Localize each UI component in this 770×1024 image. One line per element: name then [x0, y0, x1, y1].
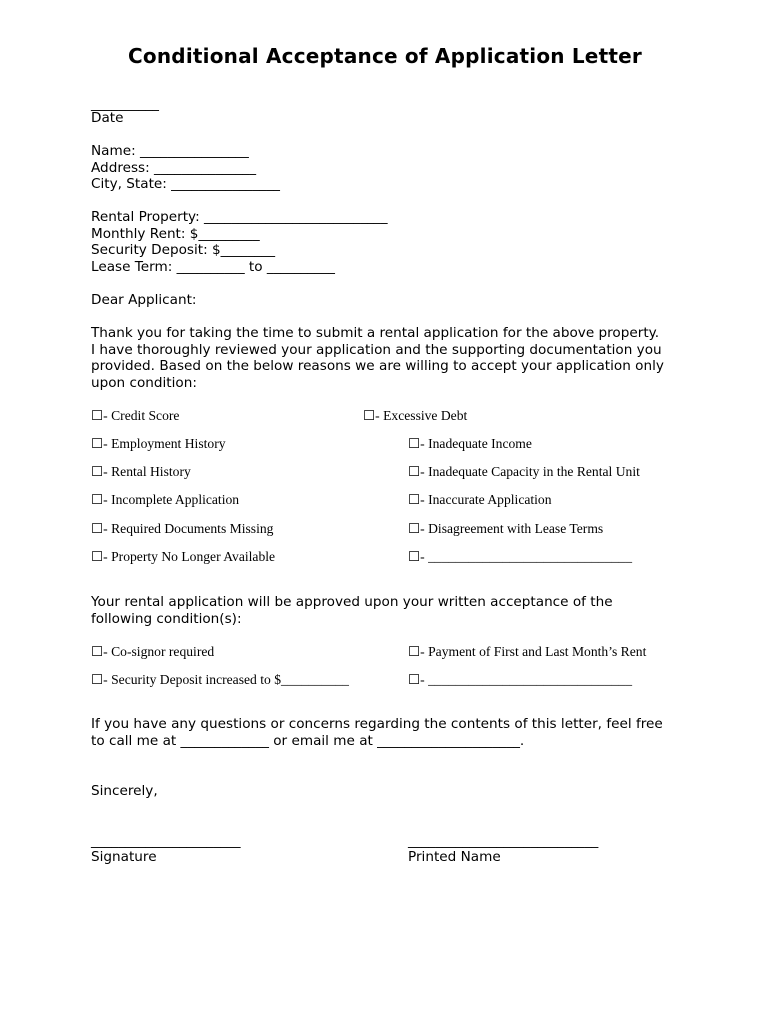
reason-checkbox-employment-history[interactable]: ☐- Employment History	[91, 436, 226, 451]
name-field-line: Name: ________________	[91, 143, 249, 159]
contact-line: If you have any questions or concerns regarding the contents of this letter, feel free	[91, 716, 663, 732]
security-deposit-line: Security Deposit: $________	[91, 242, 276, 258]
contact-line: to call me at _____________ or email me at _____________________.	[91, 732, 525, 749]
approval-line: following condition(s):	[91, 610, 242, 627]
city-state-field-line: City, State: ________________	[91, 176, 280, 192]
page-title: Conditional Acceptance of Application Letter	[128, 44, 642, 68]
reason-checkbox-other[interactable]: ☐- ______________________________	[408, 549, 633, 564]
closing: Sincerely,	[91, 783, 158, 799]
reason-checkbox-credit-score[interactable]: ☐- Credit Score	[91, 408, 180, 423]
approval-line: Your rental application will be approved upon your written acceptance of the	[91, 594, 613, 610]
rental-property-line: Rental Property: ___________________________	[91, 209, 388, 225]
intro-line: upon condition:	[91, 374, 197, 391]
signature-blank: ______________________	[91, 833, 241, 849]
reason-checkbox-inadequate-income[interactable]: ☐- Inadequate Income	[408, 436, 532, 451]
printed-name-blank: ____________________________	[408, 833, 599, 849]
lease-term-line: Lease Term: __________ to __________	[91, 259, 335, 275]
condition-checkbox-cosignor[interactable]: ☐- Co-signor required	[91, 644, 215, 659]
reason-checkbox-rental-history[interactable]: ☐- Rental History	[91, 464, 191, 479]
address-field-line: Address: _______________	[91, 160, 256, 176]
reason-checkbox-required-documents[interactable]: ☐- Required Documents Missing	[91, 521, 274, 536]
salutation: Dear Applicant:	[91, 292, 197, 308]
condition-checkbox-first-last-rent[interactable]: ☐- Payment of First and Last Month’s Rent	[408, 644, 647, 659]
contact-paragraph	[91, 716, 691, 749]
approval-paragraph	[91, 594, 691, 627]
date-label: Date	[91, 110, 124, 126]
printed-name-label: Printed Name	[408, 849, 501, 865]
reason-checkbox-excessive-debt[interactable]: ☐- Excessive Debt	[363, 408, 468, 423]
monthly-rent-line: Monthly Rent: $_________	[91, 226, 260, 242]
intro-paragraph	[91, 325, 691, 391]
condition-checkbox-deposit-increase[interactable]: ☐- Security Deposit increased to $__________	[91, 672, 349, 687]
reason-checkbox-property-unavailable[interactable]: ☐- Property No Longer Available	[91, 549, 276, 564]
intro-line: I have thoroughly reviewed your application and the supporting documentation you	[91, 341, 662, 358]
reason-checkbox-inadequate-capacity[interactable]: ☐- Inadequate Capacity in the Rental Unit	[408, 464, 640, 479]
reason-checkbox-inaccurate-application[interactable]: ☐- Inaccurate Application	[408, 492, 552, 507]
signature-label: Signature	[91, 849, 157, 865]
intro-line: Thank you for taking the time to submit a rental application for the above property.	[91, 325, 660, 341]
intro-line: provided. Based on the below reasons we are willing to accept your application only	[91, 358, 664, 375]
condition-checkbox-other[interactable]: ☐- ______________________________	[408, 672, 633, 687]
reason-checkbox-incomplete-application[interactable]: ☐- Incomplete Application	[91, 492, 240, 507]
date-blank: __________	[91, 96, 159, 112]
reason-checkbox-lease-disagreement[interactable]: ☐- Disagreement with Lease Terms	[408, 521, 604, 536]
